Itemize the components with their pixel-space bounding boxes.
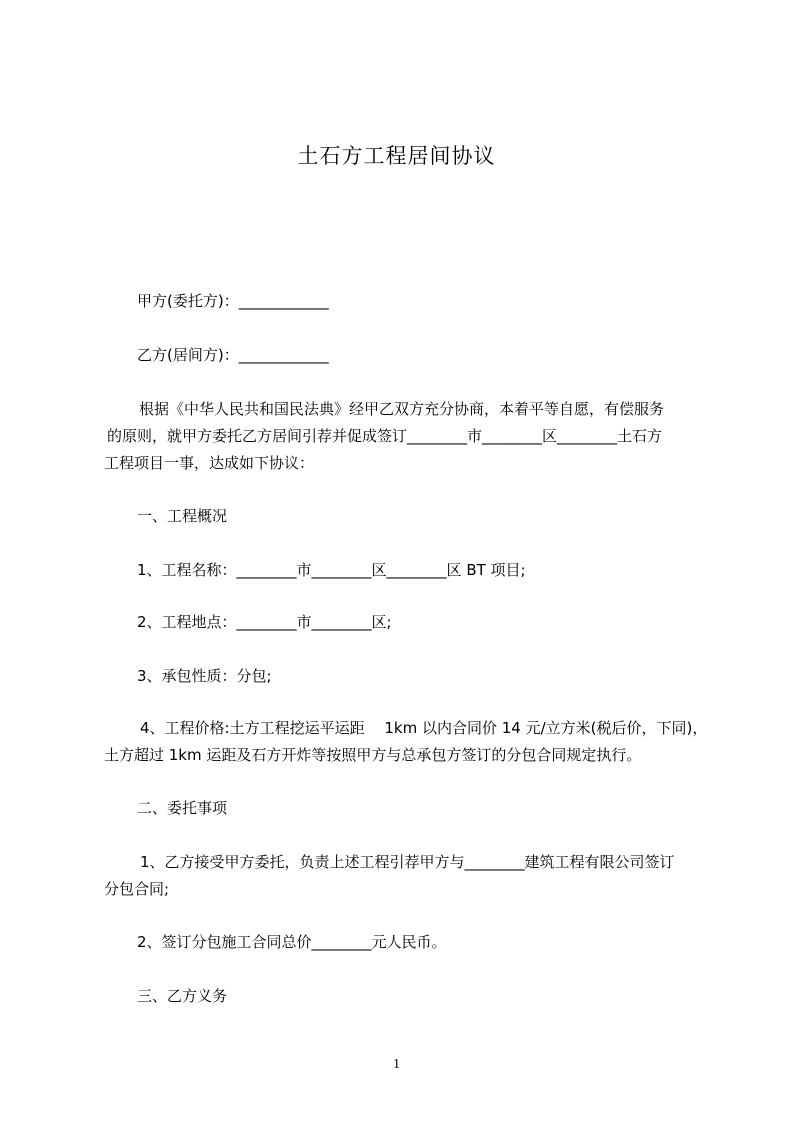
section-1-item-4-line-1: 4、工程价格:土方工程挖运平运距 1km 以内合同价 14 元/立方米(税后价，下同)， — [140, 719, 708, 737]
section-3-heading: 三、乙方义务 — [137, 987, 228, 1005]
preamble-line-3: 工程项目一事，达成如下协议： — [104, 454, 315, 472]
section-2-item-2: 2、签订分包施工合同总价________元人民币。 — [137, 933, 447, 951]
document-title: 土石方工程居间协议 — [297, 144, 496, 168]
party-a-line: 甲方(委托方)：____________ — [137, 292, 329, 310]
section-2-heading: 二、委托事项 — [137, 799, 228, 817]
section-1-item-3: 3、承包性质：分包; — [137, 667, 272, 685]
preamble-line-1: 根据《中华人民共和国民法典》经甲乙双方充分协商，本着平等自愿，有偿服务 — [139, 400, 665, 418]
section-2-item-1-line-2: 分包合同; — [104, 880, 170, 898]
page-number: 1 — [393, 1057, 400, 1072]
section-1-heading: 一、工程概况 — [137, 507, 228, 525]
party-b-line: 乙方(居间方)：____________ — [137, 346, 329, 364]
section-1-item-1: 1、工程名称：________市________区________区 BT 项目; — [137, 561, 526, 579]
section-1-item-2: 2、工程地点：________市________区; — [137, 613, 392, 631]
section-2-item-1-line-1: 1、乙方接受甲方委托，负责上述工程引荐甲方与________建筑工程有限公司签订 — [140, 853, 675, 871]
section-1-item-4-line-2: 土方超过 1km 运距及石方开炸等按照甲方与总承包方签订的分包合同规定执行。 — [104, 746, 642, 764]
preamble-line-2: 的原则，就甲方委托乙方居间引荐并促成签订________市________区________土石方 — [107, 427, 663, 445]
